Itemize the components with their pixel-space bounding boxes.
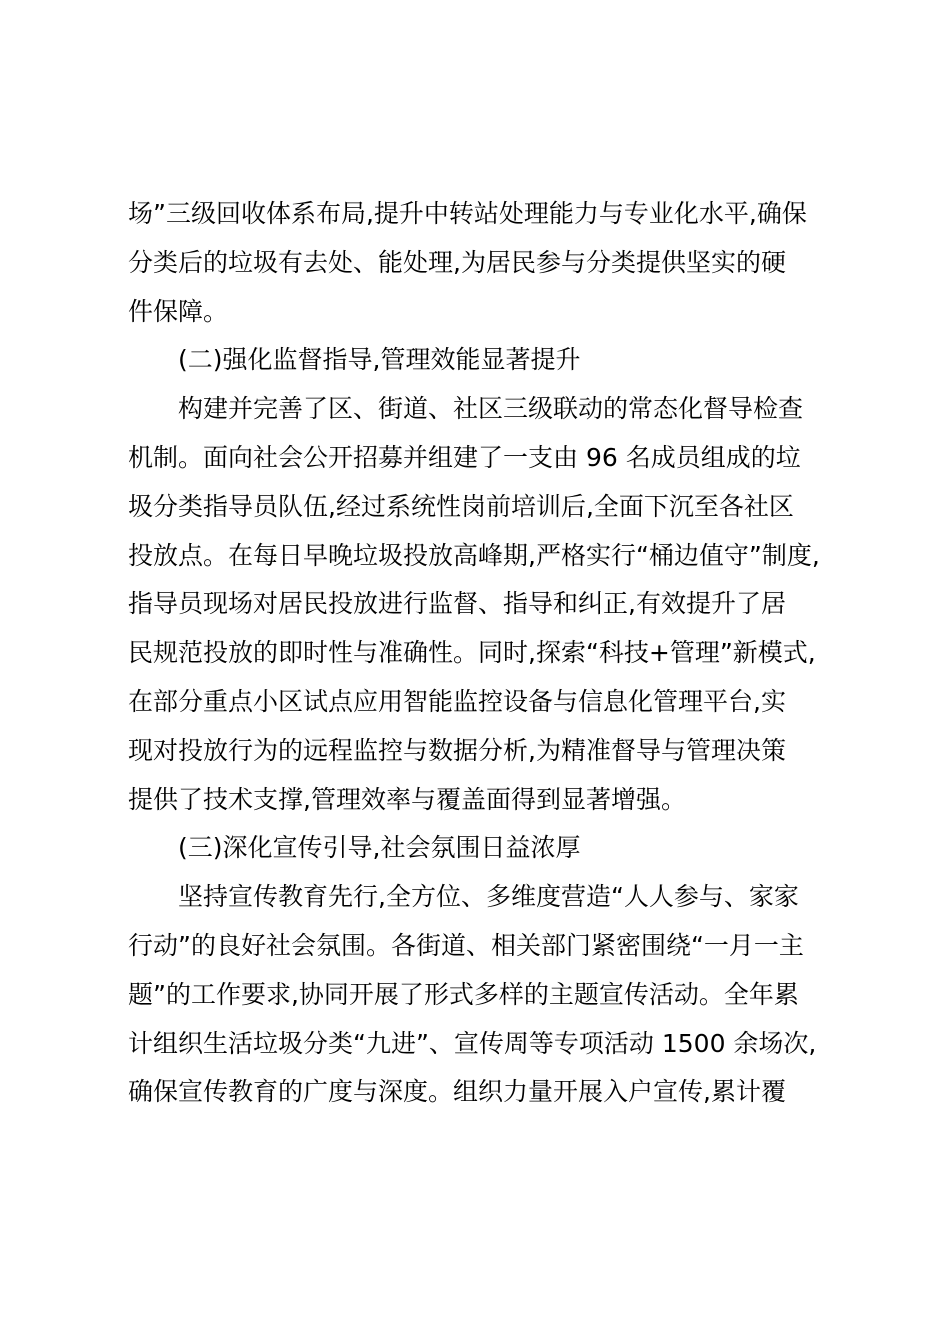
- paragraph-line: 在部分重点小区试点应用智能监控设备与信息化管理平台,实: [128, 686, 786, 716]
- paragraph-line: 民规范投放的即时性与准确性。同时,探索“科技+管理”新模式,: [128, 638, 816, 668]
- paragraph-1: [128, 190, 828, 336]
- paragraph-2: [128, 385, 828, 824]
- paragraph-line: 坚持宣传教育先行,全方位、多维度营造“人人参与、家家: [178, 882, 799, 912]
- paragraph-line: 分类后的垃圾有去处、能处理,为居民参与分类提供坚实的硬: [128, 247, 786, 277]
- section-heading-3: (三)深化宣传引导,社会氛围日益浓厚: [178, 833, 581, 863]
- paragraph-line: 机制。面向社会公开招募并组建了一支由 96 名成员组成的垃: [128, 442, 801, 472]
- paragraph-line: 件保障。: [128, 296, 229, 326]
- document-body: [128, 190, 828, 1117]
- paragraph-line: 圾分类指导员队伍,经过系统性岗前培训后,全面下沉至各社区: [128, 491, 794, 521]
- section-heading-2: (二)强化监督指导,管理效能显著提升: [178, 345, 581, 375]
- paragraph-line: 指导员现场对居民投放进行监督、指导和纠正,有效提升了居: [128, 589, 786, 619]
- paragraph-line: 提供了技术支撑,管理效率与覆盖面得到显著增强。: [128, 784, 686, 814]
- paragraph-line: 场”三级回收体系布局,提升中转站处理能力与专业化水平,确保: [128, 199, 807, 228]
- paragraph-line: 现对投放行为的远程监控与数据分析,为精准督导与管理决策: [128, 735, 786, 765]
- paragraph-line: 行动”的良好社会氛围。各街道、相关部门紧密围绕“一月一主: [128, 930, 804, 960]
- paragraph-line: 计组织生活垃圾分类“九进”、宣传周等专项活动 1500 余场次,: [128, 1028, 817, 1058]
- paragraph-line: 投放点。在每日早晚垃圾投放高峰期,严格实行“桶边值守”制度,: [128, 540, 820, 570]
- paragraph-line: 构建并完善了区、街道、社区三级联动的常态化督导检查: [178, 394, 804, 424]
- paragraph-line: 确保宣传教育的广度与深度。组织力量开展入户宣传,累计覆: [128, 1077, 786, 1107]
- paragraph-3: [128, 873, 828, 1117]
- paragraph-line: 题”的工作要求,协同开展了形式多样的主题宣传活动。全年累: [128, 979, 799, 1009]
